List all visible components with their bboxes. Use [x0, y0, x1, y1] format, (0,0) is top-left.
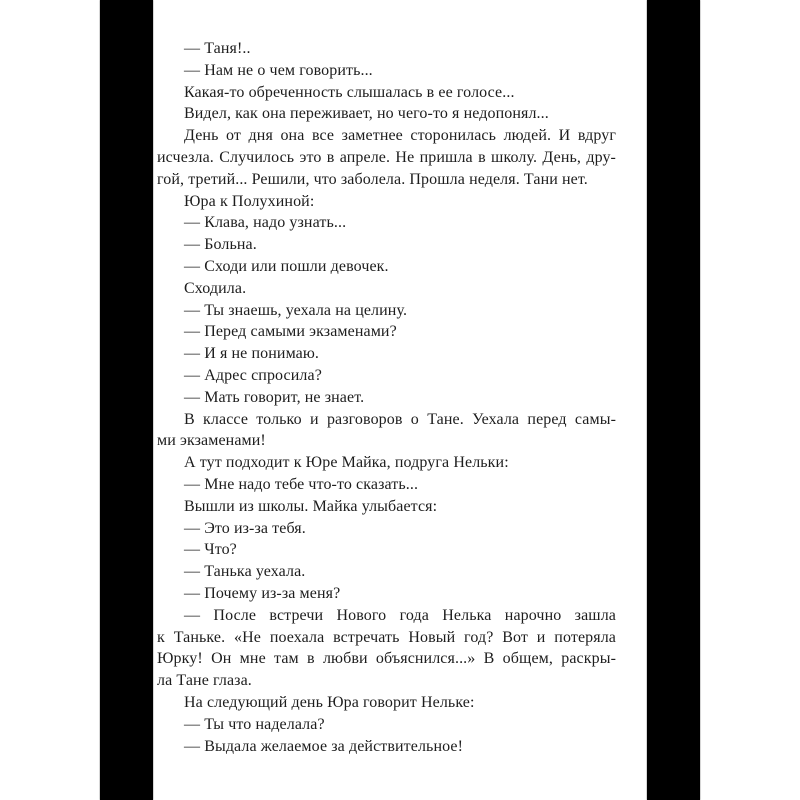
text-line: — Ты что наделала?	[184, 715, 325, 733]
text-line: — Танька уехала.	[184, 563, 306, 581]
text-line: Юра к Полухиной:	[184, 192, 315, 210]
text-line: — Это из-за тебя.	[184, 519, 306, 537]
text-line: — После встречи Нового года Нелька нарочно зашла	[184, 606, 616, 624]
page-text	[157, 38, 616, 757]
text-line: Видел, как она переживает, но чего-то я недопонял...	[184, 105, 549, 123]
text-line: — Перед самыми экзаменами?	[184, 323, 397, 341]
text-line: — Ты знаешь, уехала на целину.	[184, 301, 408, 319]
text-line: — Адрес спросила?	[184, 366, 322, 384]
text-line: Вышли из школы. Майка улыбается:	[184, 497, 438, 515]
text-line: гой, третий... Решили, что заболела. Прошла неделя. Тани нет.	[157, 170, 588, 188]
text-line: Какая-то обреченность слышалась в ее голосе...	[184, 83, 515, 101]
text-line: День от дня она все заметнее сторонилась людей. И вдруг	[184, 127, 616, 145]
text-line: В классе только и разговоров о Тане. Уехала перед самы-	[184, 410, 616, 428]
text-line: — Мне надо тебе что-то сказать...	[184, 475, 419, 493]
text-line: ми экзаменами!	[157, 432, 266, 450]
text-line: — Почему из-за меня?	[184, 584, 341, 602]
text-line: Юрку! Он мне там в любви объяснился...» В общем, раскры-	[157, 650, 616, 668]
text-line: — Нам не о чем говорить...	[184, 61, 373, 79]
text-line: — Что?	[184, 541, 237, 559]
text-line: — Мать говорит, не знает.	[184, 388, 365, 406]
text-line: — Таня!..	[184, 40, 251, 57]
text-line: — Клава, надо узнать...	[184, 214, 347, 232]
text-line: — Больна.	[184, 236, 257, 254]
text-line: — Сходи или пошли девочек.	[184, 257, 389, 275]
left-background-bar	[100, 0, 153, 800]
text-line: А тут подходит к Юре Майка, подруга Нельки:	[184, 454, 509, 472]
right-background-bar	[647, 0, 700, 800]
text-line: — И я не понимаю.	[184, 345, 320, 363]
text-line: — Выдала желаемое за действительное!	[184, 737, 464, 755]
text-line: Сходила.	[184, 279, 247, 297]
text-line: На следующий день Юра говорит Нельке:	[184, 693, 475, 711]
text-line: к Таньке. «Не поехала встречать Новый год? Вот и потеряла	[157, 628, 616, 646]
text-line: исчезла. Случилось это в апреле. Не пришла в школу. День, дру-	[157, 148, 616, 166]
text-line: ла Тане глаза.	[157, 672, 252, 690]
